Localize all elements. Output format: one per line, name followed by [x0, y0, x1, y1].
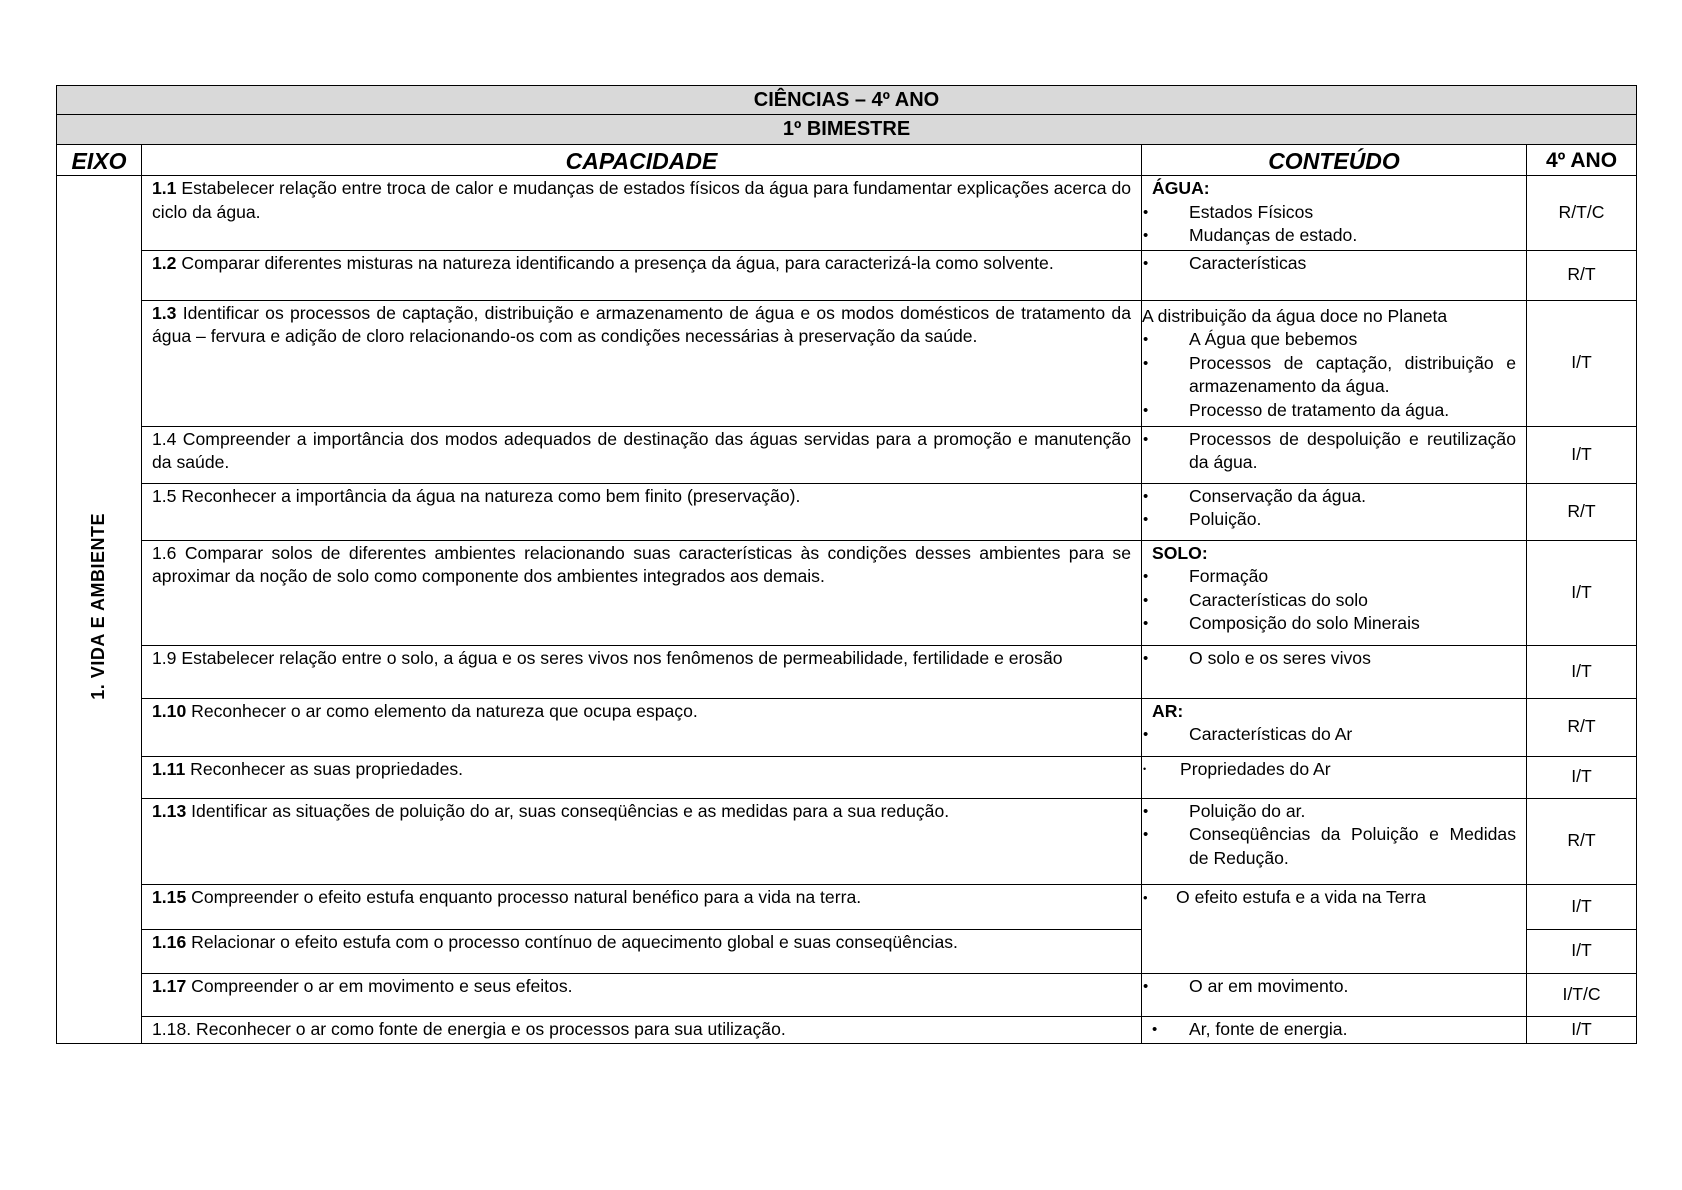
level-badge: R/T — [1527, 698, 1637, 756]
list-item: • Processo de tratamento da água. — [1142, 399, 1516, 423]
level-badge: R/T — [1527, 798, 1637, 884]
list-item: • Características — [1142, 252, 1516, 276]
conteudo-cell — [1142, 884, 1527, 973]
list-item: • O solo e os seres vivos — [1142, 647, 1516, 671]
title-row — [57, 86, 1637, 115]
level-badge: I/T — [1527, 929, 1637, 973]
eixo-cell — [57, 176, 142, 1044]
page-title: CIÊNCIAS – 4º ANO — [57, 86, 1637, 115]
list-item: • Conservação da água. — [1142, 485, 1516, 509]
capacidade-cell — [142, 176, 1142, 251]
list-item: • Propriedades do Ar — [1142, 758, 1516, 782]
capacidade-cell — [142, 884, 1142, 929]
capacity-text: Reconhecer o ar como elemento da natureza que ocupa espaço. — [191, 700, 698, 721]
capacidade-cell: 1.18. Reconhecer o ar como fonte de energia e os processos para sua utilização. — [142, 1016, 1142, 1044]
content-section-title: ÁGUA: — [1152, 178, 1210, 198]
capacity-code: 1.17 — [152, 975, 187, 996]
content-list — [1142, 723, 1516, 747]
level-badge: R/T — [1527, 250, 1637, 300]
header-eixo: EIXO — [57, 145, 142, 176]
header-ano: 4º ANO — [1527, 145, 1637, 176]
list-item: • Processos de despoluição e reutilização da água. — [1142, 428, 1516, 475]
list-item: • O efeito estufa e a vida na Terra — [1142, 886, 1516, 910]
capacity-code: 1.16 — [152, 931, 187, 952]
level-badge: I/T — [1527, 756, 1637, 798]
table-row — [57, 176, 1637, 251]
level-badge: I/T — [1527, 426, 1637, 483]
table-row — [57, 426, 1637, 483]
capacity-text: Comparar diferentes misturas na natureza identificando a presença da água, para caracterizá-la como solvente. — [181, 252, 1054, 273]
content-list — [1142, 252, 1516, 276]
level-badge: I/T — [1527, 300, 1637, 426]
conteudo-cell — [1142, 698, 1527, 756]
level-badge: I/T — [1527, 645, 1637, 698]
content-list — [1142, 328, 1516, 422]
list-item: • A Água que bebemos — [1142, 328, 1516, 352]
capacidade-cell — [142, 698, 1142, 756]
capacidade-cell — [142, 756, 1142, 798]
conteudo-cell — [1142, 176, 1527, 251]
content-section-title: SOLO: — [1152, 542, 1208, 563]
capacidade-cell: 1.9 Estabelecer relação entre o solo, a água e os seres vivos nos fenômenos de permeabilidade, fertilidade e erosão — [142, 645, 1142, 698]
table-row — [57, 250, 1637, 300]
header-capacidade: CAPACIDADE — [142, 145, 1142, 176]
capacidade-cell — [142, 973, 1142, 1016]
period-row — [57, 115, 1637, 145]
table-row — [57, 973, 1637, 1016]
conteudo-cell — [1142, 426, 1527, 483]
eixo-label: 1. VIDA E AMBIENTE — [88, 512, 109, 700]
list-item: • Estados Físicos — [1142, 201, 1516, 225]
level-badge: I/T — [1527, 1016, 1637, 1044]
level-badge: I/T/C — [1527, 973, 1637, 1016]
list-item: • Características do solo — [1142, 589, 1516, 613]
capacity-text: Relacionar o efeito estufa com o processo contínuo de aquecimento global e suas conseqüências. — [191, 931, 958, 952]
content-section-title: AR: — [1152, 700, 1184, 721]
capacidade-cell — [142, 929, 1142, 973]
conteudo-cell — [1142, 798, 1527, 884]
capacity-code: 1.1 — [152, 178, 177, 198]
list-item: • Poluição. — [1142, 508, 1516, 532]
content-list — [1142, 1018, 1516, 1042]
content-intro: A distribuição da água doce no Planeta — [1142, 305, 1448, 326]
content-list — [1142, 647, 1516, 671]
content-list — [1142, 201, 1516, 248]
conteudo-cell — [1142, 645, 1527, 698]
content-list — [1142, 428, 1516, 475]
content-list — [1142, 975, 1516, 999]
conteudo-cell — [1142, 756, 1527, 798]
capacity-text: Estabelecer relação entre troca de calor e mudanças de estados físicos da água para fundamentar explicações acerca do ciclo da água. — [152, 178, 1132, 222]
capacidade-cell: 1.4 Compreender a importância dos modos adequados de destinação das águas servidas para a promoção e manutenção da saúde. — [142, 426, 1142, 483]
list-item: • Mudanças de estado. — [1142, 224, 1516, 248]
capacity-code: 1.13 — [152, 800, 187, 821]
capacidade-cell: 1.6 Comparar solos de diferentes ambientes relacionando suas características às condições desses ambientes para se aproximar da noção de solo como componente dos ambientes integrados aos demais. — [142, 540, 1142, 645]
conteudo-cell — [1142, 540, 1527, 645]
capacity-code: 1.2 — [152, 252, 177, 273]
conteudo-cell — [1142, 250, 1527, 300]
conteudo-cell — [1142, 300, 1527, 426]
capacity-text: Identificar as situações de poluição do ar, suas conseqüências e as medidas para a sua redução. — [191, 800, 950, 821]
capacity-code: 1.3 — [152, 302, 177, 323]
curriculum-page — [56, 85, 1636, 1044]
list-item: • Características do Ar — [1142, 723, 1516, 747]
capacity-code: 1.11 — [152, 758, 186, 779]
table-row — [57, 300, 1637, 426]
table-row — [57, 798, 1637, 884]
table-row — [57, 884, 1637, 929]
table-row — [57, 540, 1637, 645]
conteudo-cell — [1142, 483, 1527, 540]
level-badge: I/T — [1527, 884, 1637, 929]
period-title: 1º BIMESTRE — [57, 115, 1637, 145]
capacity-text: Compreender o efeito estufa enquanto processo natural benéfico para a vida na terra. — [191, 886, 862, 907]
content-list — [1142, 800, 1516, 871]
content-list — [1142, 485, 1516, 532]
conteudo-cell — [1142, 973, 1527, 1016]
capacidade-cell — [142, 250, 1142, 300]
capacity-text: Identificar os processos de captação, distribuição e armazenamento de água e os modos domésticos de tratamento da água – fervura e adição de cloro relacionando-os com as condições necessárias à preservação da saúde. — [152, 302, 1131, 346]
capacity-text: Reconhecer as suas propriedades. — [190, 758, 464, 779]
curriculum-table — [56, 85, 1637, 1044]
header-row — [57, 145, 1637, 176]
conteudo-cell — [1142, 1016, 1527, 1044]
list-item: • Formação — [1142, 565, 1516, 589]
content-list — [1142, 565, 1516, 636]
table-row — [57, 483, 1637, 540]
capacidade-cell: 1.5 Reconhecer a importância da água na natureza como bem finito (preservação). — [142, 483, 1142, 540]
header-conteudo: CONTEÚDO — [1142, 145, 1527, 176]
capacity-code: 1.10 — [152, 700, 187, 721]
level-badge: I/T — [1527, 540, 1637, 645]
level-badge: R/T — [1527, 483, 1637, 540]
table-row — [57, 698, 1637, 756]
list-item: • Poluição do ar. — [1142, 800, 1516, 824]
list-item: • Composição do solo Minerais — [1142, 612, 1516, 636]
table-row — [57, 645, 1637, 698]
list-item: • Processos de captação, distribuição e armazenamento da água. — [1142, 352, 1516, 399]
capacidade-cell — [142, 300, 1142, 426]
table-row — [57, 756, 1637, 798]
capacity-code: 1.15 — [152, 886, 187, 907]
level-badge: R/T/C — [1527, 176, 1637, 251]
capacity-text: Compreender o ar em movimento e seus efeitos. — [191, 975, 573, 996]
list-item: • Ar, fonte de energia. — [1142, 1018, 1516, 1042]
list-item: • O ar em movimento. — [1142, 975, 1516, 999]
list-item: • Conseqüências da Poluição e Medidas de Redução. — [1142, 823, 1516, 870]
capacidade-cell — [142, 798, 1142, 884]
table-row — [57, 1016, 1637, 1044]
